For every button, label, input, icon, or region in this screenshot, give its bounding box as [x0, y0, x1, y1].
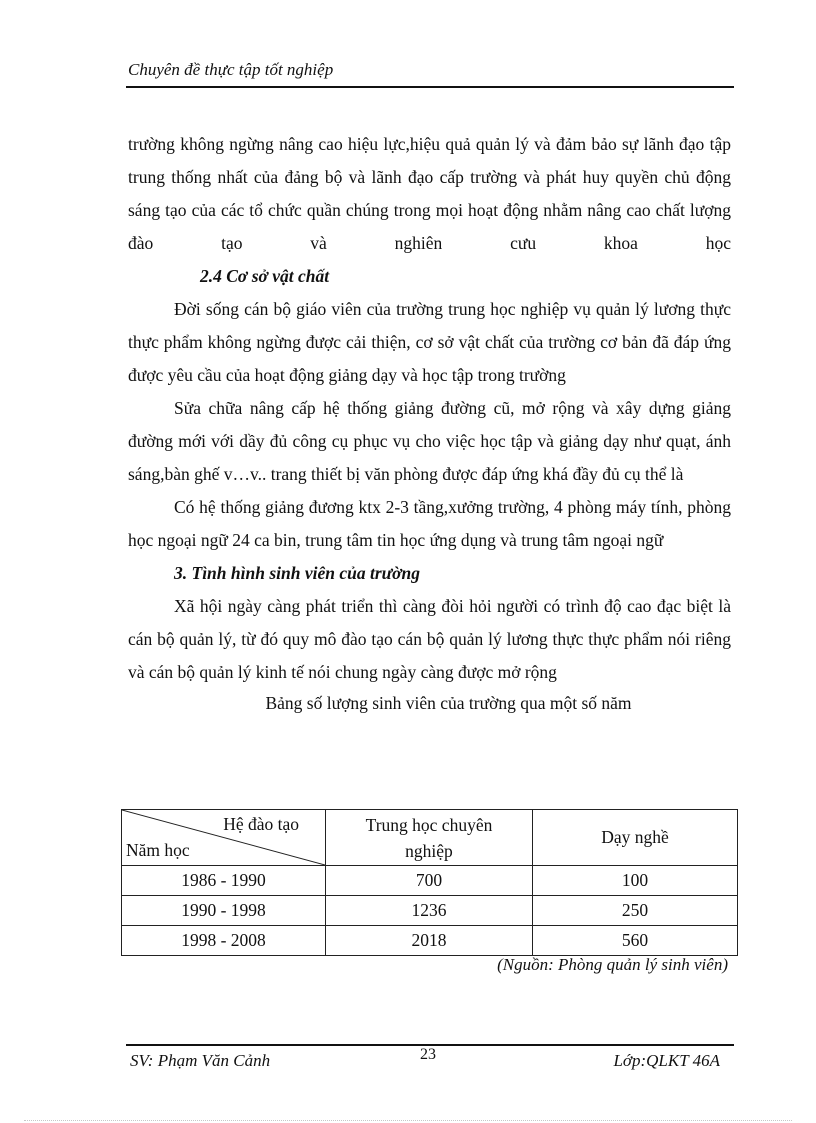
paragraph-3: Sửa chữa nâng cấp hệ thống giảng đường cũ, mở rộng và xây dựng giảng đường mới với dầy đủ công cụ phục vụ cho việc học tập và giảng dạy như quạt, ánh sáng,bàn ghế v…v.. trang thiết bị văn phòng được đáp ứng khá đầy đủ cụ thể là [128, 398, 731, 484]
header-divider [126, 86, 734, 88]
row-day-nghe: 250 [533, 896, 738, 926]
student-count-table [121, 809, 738, 956]
table-row [122, 926, 738, 956]
header-training-type: Hệ đào tạo [223, 814, 299, 834]
table-caption: Bảng số lượng sinh viên của trường qua một số năm [265, 693, 632, 713]
table-source-note: (Nguồn: Phòng quản lý sinh viên) [497, 955, 728, 974]
header-thcn [326, 810, 533, 866]
section-heading-2-4: 2.4 Cơ sở vật chất [200, 266, 330, 286]
paragraph-5: Xã hội ngày càng phát triển thì càng đòi hỏi người có trình độ cao đạc biệt là cán bộ quản lý, từ đó quy mô đào tạo cán bộ quản lý lương thực thực phẩm nói riêng và cán bộ quản lý kinh tế nói chung ngày càng được mở rộng [128, 596, 731, 682]
row-thcn: 700 [326, 866, 533, 896]
row-thcn: 1236 [326, 896, 533, 926]
paragraph-1: trường không ngừng nâng cao hiệu lực,hiệu quả quản lý và đảm bảo sự lãnh đạo tập trung thống nhất của đảng bộ và lãnh đạo cấp trường và phát huy quyền chủ động sáng tạo của các tổ chức quần chúng trong mọi hoạt động nhằm nâng cao chất lượng đào tạo và nghiên cưu khoa học [128, 134, 731, 253]
row-day-nghe: 100 [533, 866, 738, 896]
footer-class-name: Lớp:QLKT 46A [613, 1051, 720, 1070]
row-year: 1986 - 1990 [122, 866, 326, 896]
footer-page-number: 23 [420, 1046, 436, 1063]
paragraph-4: Có hệ thống giảng đương ktx 2-3 tầng,xưởng trường, 4 phòng máy tính, phòng học ngoại ngữ 24 ca bin, trung tâm tin học ứng dụng và trung tâm ngoại ngữ [128, 497, 731, 550]
row-thcn: 2018 [326, 926, 533, 956]
paragraph-2: Đời sống cán bộ giáo viên của trường trung học nghiệp vụ quản lý lương thực thực phẩm không ngừng được cải thiện, cơ sở vật chất của trường cơ bản đã đáp ứng được yêu cầu của hoạt động giảng dạy và học tập trong trường [128, 299, 731, 385]
table-header-row [122, 810, 738, 866]
footer-student-name: SV: Phạm Văn Cảnh [130, 1051, 271, 1070]
header-school-year: Năm học [126, 840, 190, 860]
row-year: 1998 - 2008 [122, 926, 326, 956]
row-day-nghe: 560 [533, 926, 738, 956]
table-row [122, 896, 738, 926]
document-body [128, 128, 731, 717]
header-thcn-label: Trung học chuyên nghiệp [365, 814, 493, 861]
diagonal-header-cell [122, 810, 326, 866]
page-bottom-border [24, 1120, 792, 1121]
section-heading-3: 3. Tình hình sinh viên của trường [174, 563, 420, 583]
page-header-title: Chuyên đề thực tập tốt nghiệp [128, 60, 334, 79]
table-row [122, 866, 738, 896]
header-day-nghe: Dạy nghề [533, 810, 738, 866]
row-year: 1990 - 1998 [122, 896, 326, 926]
